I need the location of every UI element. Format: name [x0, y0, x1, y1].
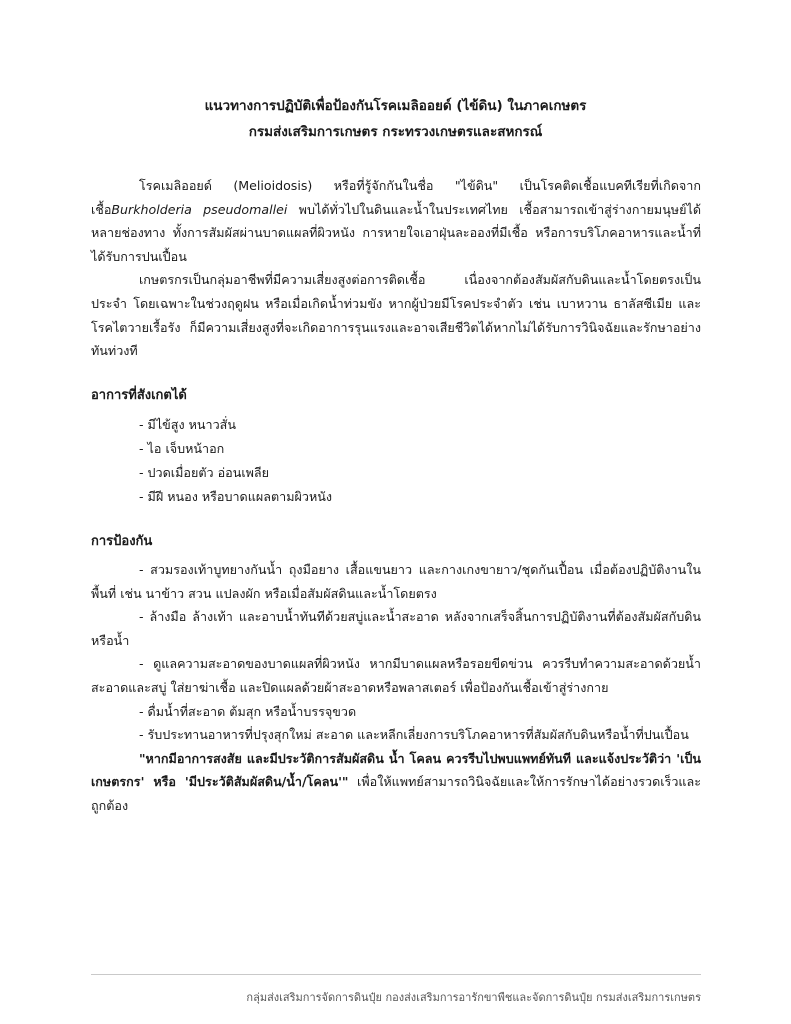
intro-paragraph-1: [91, 174, 701, 268]
prevention-item-3: - ดูแลความสะอาดของบาดแผลที่ผิวหนัง หากมีบาดแผลหรือรอยขีดข่วน ควรรีบทำความสะอาดด้วยน้ำสะอาดและสบู่ ใส่ยาฆ่าเชื้อ และปิดแผลด้วยผ้าสะอาดหรือพลาสเตอร์ เพื่อป้องกันเชื้อเข้าสู่ร่างกาย: [91, 656, 701, 695]
warning-followup: เพื่อให้แพทย์สามารถวินิจฉัยและให้การรักษาได้อย่างรวดเร็วและถูกต้อง: [91, 774, 701, 813]
list-item: - ปวดเมื่อยตัว อ่อนเพลีย: [139, 465, 270, 480]
prevention-item-1: - สวมรองเท้าบูทยางกันน้ำ ถุงมือยาง เสื้อแขนยาว และกางเกงขายาว/ชุดกันเปื้อน เมื่อต้องปฏิบัติงานในพื้นที่ เช่น นาข้าว สวน แปลงผัก หรือเมื่อสัมผัสดินและน้ำโดยตรง: [91, 562, 701, 601]
prevention-item-4: - ดื่มน้ำที่สะอาด ต้มสุก หรือน้ำบรรจุขวด: [139, 703, 357, 719]
prevention-item-5: - รับประทานอาหารที่ปรุงสุกใหม่ สะอาด และหลีกเลี่ยงการบริโภคอาหารที่สัมผัสกับดินหรือน้ำที่ปนเปื้อน: [139, 727, 689, 743]
symptoms-list: [139, 413, 332, 509]
footer-divider: [91, 974, 701, 975]
prevention-section: [91, 558, 701, 818]
intro-paragraph-2: เกษตรกรเป็นกลุ่มอาชีพที่มีความเสี่ยงสูงต่อการติดเชื้อ เนื่องจากต้องสัมผัสกับดินและน้ำโดยตรงเป็นประจำ โดยเฉพาะในช่วงฤดูฝน หรือเมื่อเกิดน้ำท่วมขัง หากผู้ป่วยมีโรคประจำตัว เช่น เบาหวาน ธาลัสซีเมีย และโรคไตวายเรื้อรัง ก็มีความเสี่ยงสูงที่จะเกิดอาการรุนแรงและอาจเสียชีวิตได้หากไม่ได้รับการวินิจฉัยและรักษาอย่างทันท่วงที: [91, 272, 701, 359]
list-item: - มีฝี หนอง หรือบาดแผลตามผิวหนัง: [139, 489, 333, 504]
intro-text-2: พบได้ทั่วไปในดินและน้ำในประเทศไทย เชื้อสามารถเข้าสู่ร่างกายมนุษย์ได้หลายช่องทาง ทั้งการสัมผัสผ่านบาดแผลที่ผิวหนัง การหายใจเอาฝุ่นละอองที่มีเชื้อ หรือการบริโภคอาหารและน้ำที่ได้รับการปนเปื้อน: [91, 201, 701, 264]
warning-paragraph: [91, 747, 701, 818]
scientific-name: Burkholderia pseudomallei: [111, 201, 288, 217]
document-title: แนวทางการปฏิบัติเพื่อป้องกันโรคเมลิออยด์ (ไข้ดิน) ในภาคเกษตร: [204, 98, 587, 114]
warning-text: "หากมีอาการสงสัย และมีประวัติการสัมผัสดิน น้ำ โคลน ควรรีบไปพบแพทย์ทันที และแจ้งประวัติว่า 'เป็นเกษตรกร' หรือ 'มีประวัติสัมผัสดิน/น้ำ/โคลน'": [91, 750, 701, 790]
intro-text-1: โรคเมลิออยด์ (Melioidosis) หรือที่รู้จักกันในชื่อ "ไข้ดิน" เป็นโรคติดเชื้อแบคทีเรียที่เกิดจากเชื้อ: [91, 178, 701, 217]
document-subtitle: กรมส่งเสริมการเกษตร กระทรวงเกษตรและสหกรณ์: [248, 124, 543, 140]
prevention-heading: การป้องกัน: [91, 534, 153, 549]
intro-section: [91, 174, 701, 363]
list-item: - ไอ เจ็บหน้าอก: [139, 441, 225, 456]
footer-text: กลุ่มส่งเสริมการจัดการดินปุ๋ย กองส่งเสริมการอารักขาพืชและจัดการดินปุ๋ย กรมส่งเสริมการเกษตร: [246, 991, 701, 1004]
symptoms-heading: อาการที่สังเกตได้: [91, 388, 187, 403]
list-item: - มีไข้สูง หนาวสั่น: [139, 417, 236, 432]
prevention-item-2: - ล้างมือ ล้างเท้า และอาบน้ำทันทีด้วยสบู่และน้ำสะอาด หลังจากเสร็จสิ้นการปฏิบัติงานที่ต้องสัมผัสกับดินหรือน้ำ: [91, 609, 701, 648]
